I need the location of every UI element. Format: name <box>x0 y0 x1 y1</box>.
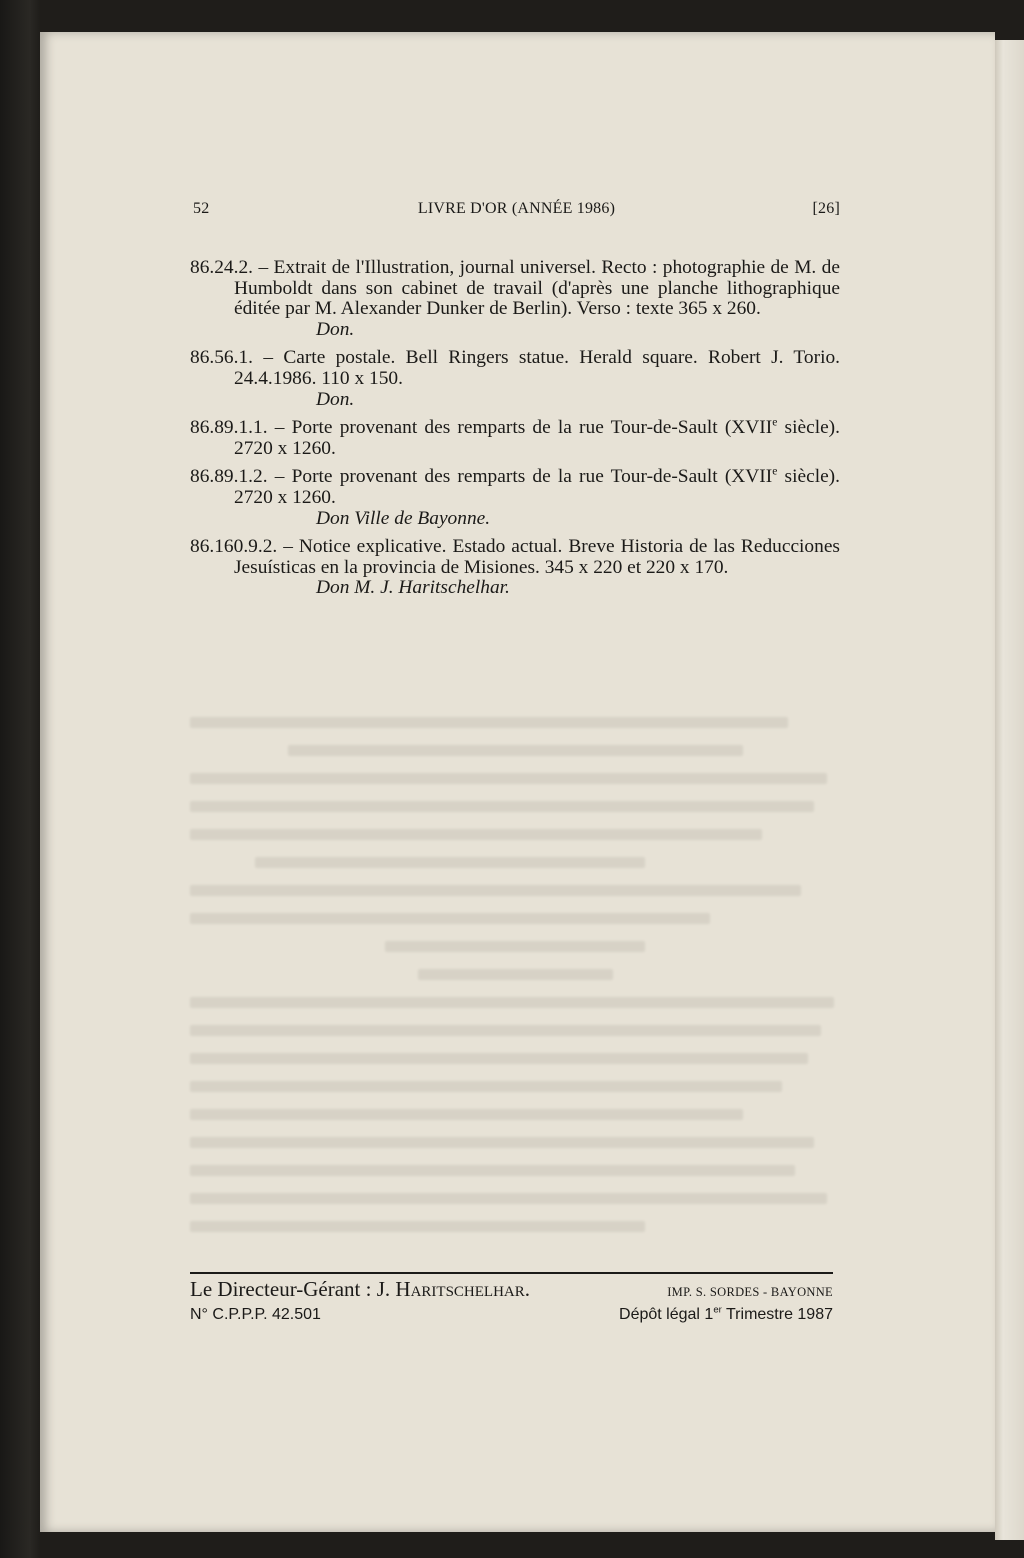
catalog-entry <box>190 258 840 340</box>
catalog-entry <box>190 537 840 599</box>
entry-description: – Porte provenant des remparts de la rue Tour-de-Sault (XVII <box>274 417 773 439</box>
entry-number: 86.89.1.2. <box>190 466 268 488</box>
adjacent-page-edge <box>995 40 1024 1540</box>
footer-rule <box>190 1272 833 1274</box>
page-title: LIVRE D'OR (ANNÉE 1986) <box>417 200 616 217</box>
catalog-entry <box>190 415 840 459</box>
entry-number: 86.89.1.1. <box>190 417 268 439</box>
section-reference: [26] <box>812 200 840 217</box>
century-superscript: e <box>772 464 778 478</box>
director-label: Le Directeur-Gérant : J. <box>190 1277 396 1301</box>
century-superscript: e <box>772 415 778 429</box>
legal-deposit <box>619 1306 833 1324</box>
entry-donor: Don M. J. Haritschelhar. <box>316 577 510 599</box>
entry-number: 86.160.9.2. <box>190 536 278 558</box>
director-line <box>190 1277 530 1302</box>
deposit-text-end: Trimestre 1987 <box>721 1306 833 1323</box>
entry-description: – Notice explicative. Estado actual. Breve Historia de las Reducciones Jesuísticas en la provincia de Misiones. 345 x 220 et 220 x 170. <box>234 536 840 578</box>
running-header <box>193 200 840 224</box>
cppp-number: N° C.P.P.P. 42.501 <box>190 1306 321 1323</box>
deposit-text: Dépôt légal 1 <box>619 1306 714 1323</box>
page-number: 52 <box>193 200 210 217</box>
entry-number: 86.24.2. <box>190 257 254 278</box>
director-name: Haritschelhar. <box>395 1277 530 1301</box>
entry-donor: Don. <box>316 318 355 340</box>
catalog-entries <box>190 258 840 599</box>
printer-credit: IMP. S. SORDES - BAYONNE <box>667 1285 833 1299</box>
ordinal-superscript: er <box>713 1304 722 1316</box>
catalog-entry <box>190 348 840 410</box>
entry-description-end: siècle). 2720 x 1260. <box>234 466 840 508</box>
entry-donor: Don Ville de Bayonne. <box>316 507 491 529</box>
entry-donor: Don. <box>316 388 355 410</box>
catalog-entry <box>190 464 840 529</box>
entry-description-end: siècle). 2720 x 1260. <box>234 417 840 459</box>
entry-description: – Porte provenant des remparts de la rue Tour-de-Sault (XVII <box>274 466 773 488</box>
entry-number: 86.56.1. <box>190 347 254 369</box>
entry-description: – Extrait de l'Illustration, journal universel. Recto : photographie de M. de Humboldt dans son cabinet de travail (d'après une planche lithographique éditée par M. Alexander Dunker de Berlin). Verso : texte 365 x 260. <box>234 257 840 320</box>
entry-description: – Carte postale. Bell Ringers statue. Herald square. Robert J. Torio. 24.4.1986. 110 x 150. <box>234 347 840 389</box>
bleed-through-text <box>190 700 840 1260</box>
